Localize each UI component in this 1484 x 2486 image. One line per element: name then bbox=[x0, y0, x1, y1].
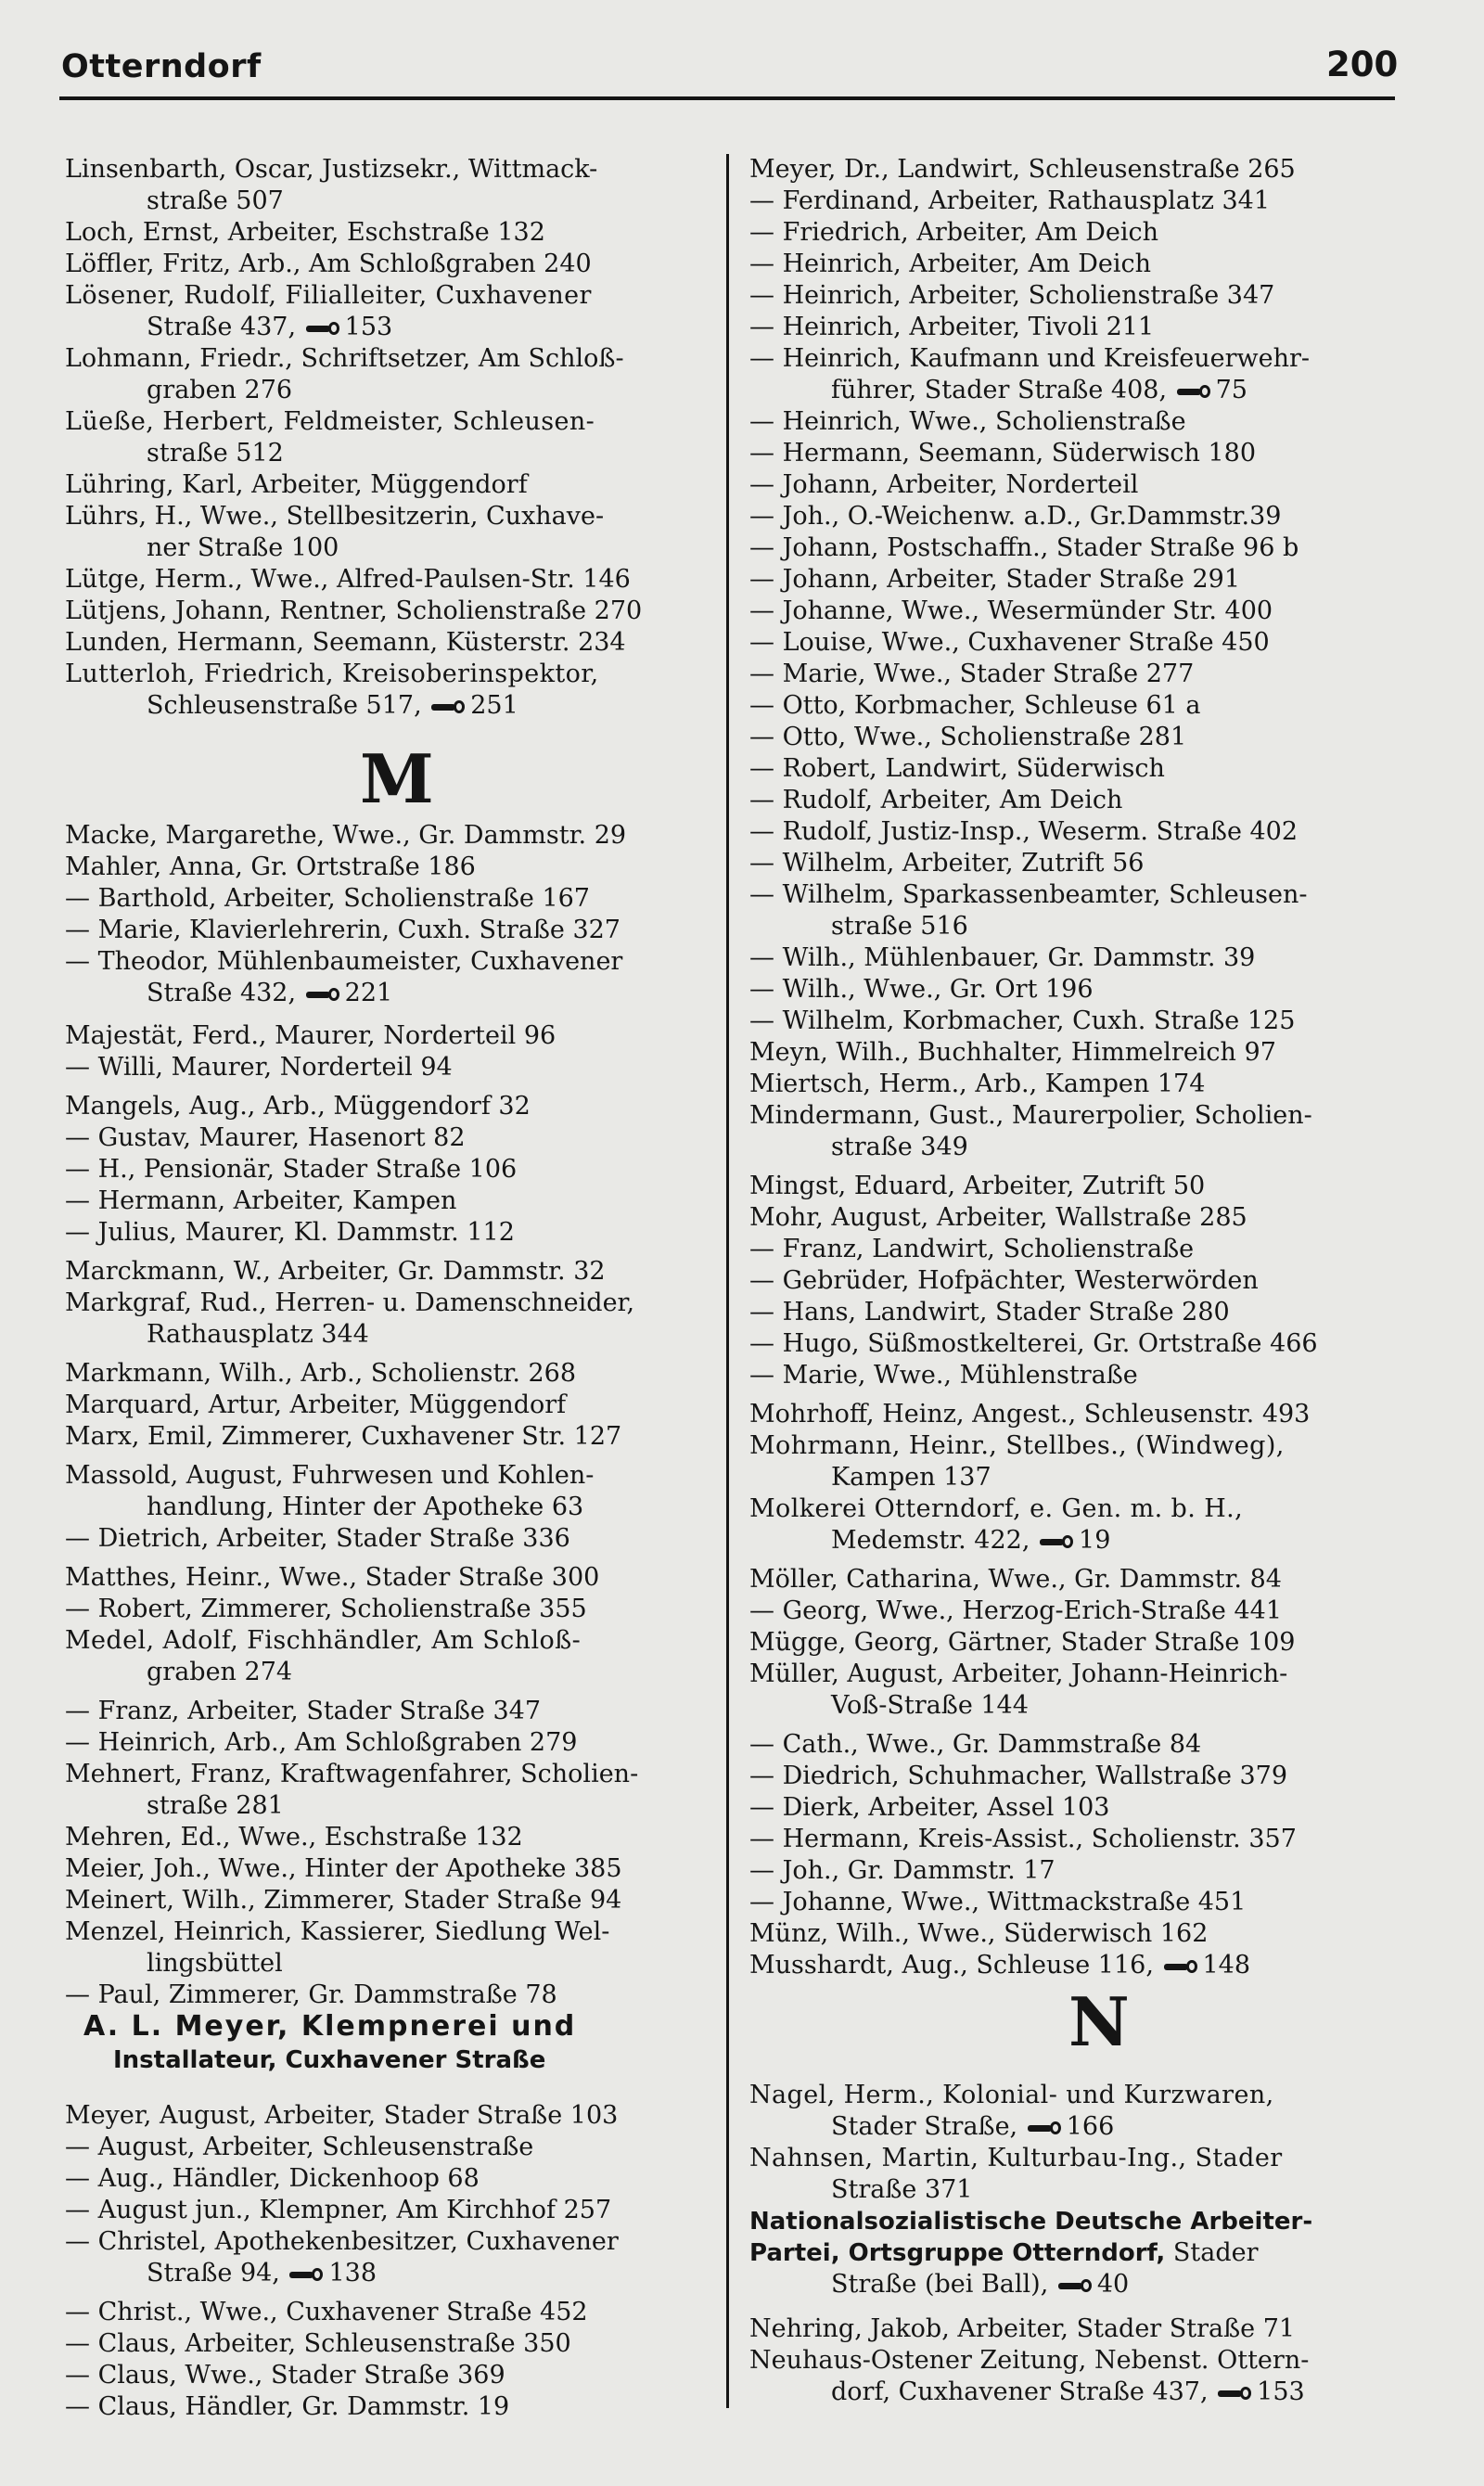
entry-text: Mangels, Aug., Arb., Müggendorf 32 bbox=[65, 1092, 531, 1121]
directory-entry-line bbox=[749, 564, 1240, 596]
entry-text: — Heinrich, Arbeiter, Scholienstraße 347 bbox=[749, 281, 1275, 310]
entry-text: Lutterloh, Friedrich, Kreisoberinspektor, bbox=[65, 660, 599, 688]
directory-entry-line bbox=[749, 1006, 1295, 1037]
entry-text: — August jun., Klempner, Am Kirchhof 257 bbox=[65, 2196, 612, 2224]
entry-text: Menzel, Heinrich, Kassierer, Siedlung Wel- bbox=[65, 1917, 610, 1946]
directory-entry-line bbox=[65, 217, 545, 249]
entry-text: Molkerei Otterndorf, e. Gen. m. b. H., bbox=[749, 1494, 1244, 1523]
entry-text: Meier, Joh., Wwe., Hinter der Apotheke 385 bbox=[65, 1854, 622, 1883]
phone-number: 75 bbox=[1215, 376, 1247, 404]
entry-text: Löffler, Fritz, Arb., Am Schloßgraben 240 bbox=[65, 250, 592, 278]
directory-entry-line bbox=[749, 1855, 1055, 1887]
directory-entry-line bbox=[147, 1790, 284, 1822]
directory-entry-line bbox=[65, 2195, 611, 2226]
entry-text: Massold, August, Fuhrwesen und Kohlen- bbox=[65, 1461, 595, 1490]
entry-text: Mingst, Eduard, Arbeiter, Zutrift 50 bbox=[749, 1172, 1206, 1200]
entry-text: — Hugo, Süßmostkelterei, Gr. Ortstraße 466 bbox=[749, 1329, 1318, 1358]
directory-entry-line bbox=[147, 1948, 283, 1980]
entry-text: — Robert, Landwirt, Süderwisch bbox=[749, 754, 1165, 783]
directory-entry-line bbox=[65, 915, 620, 946]
directory-entry-line bbox=[65, 2100, 618, 2132]
running-header-place: Otterndorf bbox=[61, 48, 262, 85]
directory-entry-line bbox=[65, 2163, 480, 2195]
directory-entry-line bbox=[749, 1328, 1318, 1360]
entry-text: Majestät, Ferd., Maurer, Norderteil 96 bbox=[65, 1021, 556, 1050]
entry-text: — Johanne, Wwe., Wittmackstraße 451 bbox=[749, 1888, 1247, 1916]
entry-text: Kampen 137 bbox=[831, 1463, 991, 1492]
directory-entry-line bbox=[749, 942, 1255, 974]
entry-text: straße 512 bbox=[147, 439, 284, 468]
directory-entry-line bbox=[65, 1625, 581, 1657]
entry-text: Möller, Catharina, Wwe., Gr. Dammstr. 84 bbox=[749, 1565, 1282, 1594]
directory-entry-line bbox=[749, 1069, 1205, 1100]
nsdap-entry-line1: Nationalsozialistische Deutsche Arbeiter- bbox=[749, 2208, 1313, 2236]
nsdap-entry-line3 bbox=[831, 2269, 1129, 2300]
entry-text: — Franz, Landwirt, Scholienstraße bbox=[749, 1235, 1195, 1263]
entry-text: Lüeße, Herbert, Feldmeister, Schleusen- bbox=[65, 407, 595, 436]
entry-text: Mehren, Ed., Wwe., Eschstraße 132 bbox=[65, 1823, 523, 1852]
entry-text: Lunden, Hermann, Seemann, Küsterstr. 234 bbox=[65, 628, 626, 657]
entry-text: — Marie, Wwe., Mühlenstraße bbox=[749, 1361, 1138, 1390]
directory-entry-line bbox=[749, 596, 1273, 627]
entry-text: — Franz, Arbeiter, Stader Straße 347 bbox=[65, 1697, 542, 1725]
telephone-icon bbox=[1040, 1535, 1075, 1548]
entry-text: straße 516 bbox=[831, 912, 968, 941]
directory-entry-line bbox=[749, 2080, 1274, 2111]
directory-entry-line bbox=[65, 1091, 531, 1122]
entry-text: Lühring, Karl, Arbeiter, Müggendorf bbox=[65, 470, 528, 499]
entry-text: — Christ., Wwe., Cuxhavener Straße 452 bbox=[65, 2298, 588, 2326]
entry-text: — Georg, Wwe., Herzog-Erich-Straße 441 bbox=[749, 1596, 1283, 1625]
entry-text: — Claus, Wwe., Stader Straße 369 bbox=[65, 2361, 505, 2390]
directory-entry-line bbox=[749, 1824, 1297, 1855]
entry-text: Mehnert, Franz, Kraftwagenfahrer, Scholien- bbox=[65, 1760, 639, 1788]
directory-entry-line bbox=[749, 785, 1122, 816]
entry-text: — Wilhelm, Arbeiter, Zutrift 56 bbox=[749, 849, 1145, 878]
directory-entry-line bbox=[65, 1460, 594, 1492]
directory-entry-line bbox=[65, 1288, 634, 1319]
entry-text: — Heinrich, Arbeiter, Tivoli 211 bbox=[749, 313, 1155, 341]
entry-text: — Claus, Arbeiter, Schleusenstraße 350 bbox=[65, 2329, 571, 2358]
directory-entry-line bbox=[749, 1887, 1246, 1918]
directory-entry-line bbox=[749, 1792, 1109, 1824]
directory-entry-line bbox=[65, 1256, 606, 1288]
directory-entry-line bbox=[749, 469, 1138, 501]
directory-entry-line bbox=[65, 946, 622, 978]
entry-text: Meyer, August, Arbeiter, Stader Straße 103 bbox=[65, 2101, 619, 2130]
entry-text: — Barthold, Arbeiter, Scholienstraße 167 bbox=[65, 884, 590, 913]
entry-text: Matthes, Heinr., Wwe., Stader Straße 300 bbox=[65, 1563, 600, 1592]
directory-entry-line bbox=[65, 2391, 509, 2423]
entry-text: — Heinrich, Arbeiter, Am Deich bbox=[749, 250, 1152, 278]
section-letter-n: N bbox=[1068, 1982, 1130, 2061]
entry-text: Mahler, Anna, Gr. Ortstraße 186 bbox=[65, 852, 476, 881]
directory-entry-line bbox=[831, 911, 968, 942]
entry-text: Medemstr. 422, bbox=[831, 1526, 1039, 1555]
entry-text: Mindermann, Gust., Maurerpolier, Scholien- bbox=[749, 1101, 1312, 1130]
telephone-icon bbox=[1177, 385, 1212, 398]
phone-number: 153 bbox=[344, 313, 393, 341]
directory-entry-line bbox=[65, 883, 590, 915]
directory-entry-line bbox=[65, 2297, 588, 2328]
directory-entry-line bbox=[749, 690, 1201, 722]
directory-entry-line bbox=[65, 1594, 587, 1625]
entry-text: — Hermann, Seemann, Süderwisch 180 bbox=[749, 439, 1257, 468]
directory-entry-line bbox=[749, 1595, 1282, 1627]
directory-entry-line bbox=[749, 501, 1281, 532]
directory-entry-line bbox=[65, 2132, 533, 2163]
directory-entry-line bbox=[749, 2313, 1295, 2345]
directory-entry-line bbox=[65, 1052, 453, 1083]
directory-entry-line bbox=[65, 1390, 566, 1421]
entry-text: — Theodor, Mühlenbaumeister, Cuxhavener bbox=[65, 947, 623, 976]
entry-text: — Heinrich, Arb., Am Schloßgraben 279 bbox=[65, 1728, 578, 1757]
directory-entry-line bbox=[147, 1319, 369, 1351]
directory-entry-line bbox=[749, 312, 1154, 343]
directory-entry-line bbox=[749, 1265, 1259, 1297]
directory-entry-line bbox=[749, 249, 1151, 280]
advert-meyer-line1: A. L. Meyer, Klempnerei und bbox=[83, 2010, 577, 2043]
entry-text: Markmann, Wilh., Arb., Scholienstr. 268 bbox=[65, 1359, 577, 1388]
entry-text: — Wilh., Wwe., Gr. Ort 196 bbox=[749, 975, 1094, 1004]
directory-entry-line bbox=[749, 1493, 1243, 1525]
directory-entry-line bbox=[65, 1916, 609, 1948]
entry-text: — Julius, Maurer, Kl. Dammstr. 112 bbox=[65, 1218, 515, 1247]
entry-text: Stader Straße, bbox=[831, 2112, 1026, 2141]
entry-text: Macke, Margarethe, Wwe., Gr. Dammstr. 29 bbox=[65, 821, 627, 850]
directory-entry-line bbox=[749, 1100, 1312, 1132]
directory-entry-line bbox=[749, 879, 1307, 911]
directory-entry-line bbox=[65, 1562, 599, 1594]
directory-entry-line bbox=[749, 659, 1194, 690]
entry-text: — Otto, Korbmacher, Schleuse 61 a bbox=[749, 691, 1201, 720]
directory-entry-line bbox=[65, 1980, 557, 2011]
directory-entry-line bbox=[147, 312, 392, 343]
directory-entry-line bbox=[65, 1759, 638, 1790]
directory-entry-line bbox=[147, 978, 392, 1009]
directory-entry-line bbox=[749, 1037, 1276, 1069]
entry-text: Lütjens, Johann, Rentner, Scholienstraße 270 bbox=[65, 596, 643, 625]
directory-entry-line bbox=[749, 532, 1298, 564]
phone-number: 138 bbox=[328, 2259, 377, 2287]
directory-entry-line bbox=[749, 343, 1310, 375]
phone-number: 19 bbox=[1079, 1526, 1111, 1555]
directory-entry-line bbox=[65, 154, 597, 186]
directory-entry-line bbox=[749, 816, 1298, 848]
entry-text: Marckmann, W., Arbeiter, Gr. Dammstr. 32 bbox=[65, 1257, 606, 1286]
entry-text: Marx, Emil, Zimmerer, Cuxhavener Str. 127 bbox=[65, 1422, 622, 1451]
advert-meyer-line2: Installateur, Cuxhavener Straße bbox=[113, 2046, 546, 2074]
directory-entry-line bbox=[147, 438, 284, 469]
entry-text: — Wilhelm, Sparkassenbeamter, Schleusen- bbox=[749, 880, 1308, 909]
entry-text: führer, Stader Straße 408, bbox=[831, 376, 1175, 404]
entry-text: — Johann, Postschaffn., Stader Straße 96 b bbox=[749, 533, 1299, 562]
directory-entry-line bbox=[749, 1659, 1287, 1690]
directory-entry-line bbox=[65, 564, 631, 596]
entry-text: handlung, Hinter der Apotheke 63 bbox=[147, 1493, 584, 1521]
entry-text: — Johann, Arbeiter, Stader Straße 291 bbox=[749, 565, 1241, 594]
entry-text: Neuhaus-Ostener Zeitung, Nebenst. Ottern- bbox=[749, 2346, 1310, 2375]
header-rule bbox=[59, 96, 1395, 100]
entry-text: — Otto, Wwe., Scholienstraße 281 bbox=[749, 723, 1187, 751]
entry-text: Mügge, Georg, Gärtner, Stader Straße 109 bbox=[749, 1628, 1296, 1657]
directory-entry-line bbox=[749, 1202, 1247, 1234]
entry-text: Müller, August, Arbeiter, Johann-Heinrich- bbox=[749, 1659, 1288, 1688]
entry-text: Mohrhoff, Heinz, Angest., Schleusenstr. 493 bbox=[749, 1400, 1311, 1429]
telephone-icon bbox=[1218, 2387, 1253, 2400]
nsdap-entry-line3-text: Straße (bei Ball), bbox=[831, 2270, 1056, 2299]
entry-text: — Rudolf, Justiz-Insp., Weserm. Straße 402 bbox=[749, 817, 1298, 846]
section-letter-m: M bbox=[360, 739, 434, 818]
directory-entry-line bbox=[147, 532, 339, 564]
entry-text: — Cath., Wwe., Gr. Dammstraße 84 bbox=[749, 1730, 1202, 1759]
directory-entry-line bbox=[65, 1185, 456, 1217]
directory-entry-line bbox=[749, 722, 1186, 753]
directory-entry-line bbox=[749, 1918, 1208, 1950]
directory-entry-line bbox=[749, 753, 1165, 785]
directory-entry-line bbox=[65, 1421, 621, 1453]
telephone-icon bbox=[1028, 2121, 1063, 2134]
nsdap-entry-line2-rest: Stader bbox=[1165, 2238, 1259, 2267]
entry-text: Miertsch, Herm., Arb., Kampen 174 bbox=[749, 1070, 1206, 1098]
entry-text: — Ferdinand, Arbeiter, Rathausplatz 341 bbox=[749, 186, 1271, 215]
entry-text: — Johanne, Wwe., Wesermünder Str. 400 bbox=[749, 596, 1273, 625]
entry-text: Mohrmann, Heinr., Stellbes., (Windweg), bbox=[749, 1431, 1285, 1460]
entry-text: — Wilh., Mühlenbauer, Gr. Dammstr. 39 bbox=[749, 943, 1256, 972]
directory-entry-line bbox=[749, 1430, 1285, 1462]
directory-entry-line bbox=[65, 1122, 466, 1154]
entry-text: — Marie, Wwe., Stader Straße 277 bbox=[749, 660, 1195, 688]
entry-text: — Hermann, Kreis-Assist., Scholienstr. 357 bbox=[749, 1825, 1297, 1853]
entry-text: — Johann, Arbeiter, Norderteil bbox=[749, 470, 1139, 499]
entry-text: — Willi, Maurer, Norderteil 94 bbox=[65, 1053, 453, 1082]
directory-entry-line bbox=[65, 1822, 523, 1853]
directory-entry-line bbox=[147, 375, 292, 406]
entry-text: Linsenbarth, Oscar, Justizsekr., Wittmack- bbox=[65, 155, 598, 184]
entry-text: Lösener, Rudolf, Filialleiter, Cuxhavener bbox=[65, 281, 592, 310]
directory-entry-line bbox=[831, 1690, 1029, 1722]
entry-text: straße 349 bbox=[831, 1133, 968, 1161]
directory-entry-line bbox=[65, 627, 626, 659]
entry-text: — Heinrich, Wwe., Scholienstraße bbox=[749, 407, 1186, 436]
entry-text: Lührs, H., Wwe., Stellbesitzerin, Cuxhave- bbox=[65, 502, 605, 531]
entry-text: Loch, Ernst, Arbeiter, Eschstraße 132 bbox=[65, 218, 545, 247]
directory-entry-line bbox=[65, 343, 624, 375]
entry-text: Rathausplatz 344 bbox=[147, 1320, 369, 1349]
directory-entry-line bbox=[749, 1729, 1201, 1761]
entry-text: straße 281 bbox=[147, 1791, 284, 1820]
directory-entry-line bbox=[65, 280, 592, 312]
entry-text: Meinert, Wilh., Zimmerer, Stader Straße 94 bbox=[65, 1886, 622, 1915]
directory-entry-line bbox=[749, 2143, 1283, 2174]
entry-text: Straße 371 bbox=[831, 2175, 973, 2204]
entry-text: — August, Arbeiter, Schleusenstraße bbox=[65, 2133, 534, 2161]
directory-entry-line bbox=[831, 2111, 1114, 2143]
directory-entry-line bbox=[749, 154, 1296, 186]
entry-text: — Dierk, Arbeiter, Assel 103 bbox=[749, 1793, 1110, 1822]
telephone-icon bbox=[289, 2268, 325, 2281]
directory-entry-line bbox=[831, 375, 1247, 406]
directory-entry-line bbox=[749, 1950, 1250, 1981]
directory-entry-line bbox=[749, 1234, 1194, 1265]
directory-entry-line bbox=[749, 1627, 1295, 1659]
directory-entry-line bbox=[147, 2258, 377, 2289]
entry-text: — Friedrich, Arbeiter, Am Deich bbox=[749, 218, 1159, 247]
directory-entry-line bbox=[749, 2345, 1309, 2377]
entry-text: — Dietrich, Arbeiter, Stader Straße 336 bbox=[65, 1524, 570, 1553]
directory-entry-line bbox=[65, 820, 626, 852]
entry-text: — Wilhelm, Korbmacher, Cuxh. Straße 125 bbox=[749, 1006, 1296, 1035]
entry-text: Straße 437, bbox=[147, 313, 304, 341]
directory-entry-line bbox=[749, 438, 1256, 469]
entry-text: — Hans, Landwirt, Stader Straße 280 bbox=[749, 1298, 1230, 1326]
entry-text: Musshardt, Aug., Schleuse 116, bbox=[749, 1951, 1162, 1980]
phone-number: 40 bbox=[1096, 2270, 1130, 2299]
entry-text: Medel, Adolf, Fischhändler, Am Schloß- bbox=[65, 1626, 582, 1655]
directory-entry-line bbox=[147, 1657, 292, 1688]
directory-entry-line bbox=[65, 1885, 621, 1916]
telephone-icon bbox=[1164, 1960, 1199, 1973]
telephone-icon bbox=[306, 988, 341, 1001]
directory-entry-line bbox=[65, 249, 592, 280]
entry-text: Markgraf, Rud., Herren- u. Damenschneider, bbox=[65, 1288, 635, 1317]
directory-entry-line bbox=[831, 1525, 1110, 1557]
phone-number: 148 bbox=[1202, 1951, 1251, 1980]
telephone-icon bbox=[1058, 2279, 1094, 2292]
telephone-icon bbox=[431, 700, 467, 713]
entry-text: — H., Pensionär, Stader Straße 106 bbox=[65, 1155, 518, 1184]
entry-text: — Paul, Zimmerer, Gr. Dammstraße 78 bbox=[65, 1980, 557, 2009]
entry-text: lingsbüttel bbox=[147, 1949, 283, 1978]
entry-text: straße 507 bbox=[147, 186, 284, 215]
entry-text: — Diedrich, Schuhmacher, Wallstraße 379 bbox=[749, 1762, 1288, 1790]
directory-entry-line bbox=[65, 1020, 556, 1052]
entry-text: — Christel, Apothekenbesitzer, Cuxhavener bbox=[65, 2227, 619, 2256]
directory-entry-line bbox=[65, 596, 642, 627]
nsdap-entry-line2 bbox=[749, 2237, 1259, 2269]
directory-entry-line bbox=[749, 1297, 1230, 1328]
directory-entry-line bbox=[749, 217, 1158, 249]
entry-text: Lohmann, Friedr., Schriftsetzer, Am Schloß- bbox=[65, 344, 624, 373]
entry-text: — Heinrich, Kaufmann und Kreisfeuerwehr- bbox=[749, 344, 1311, 373]
directory-entry-line bbox=[749, 848, 1144, 879]
directory-entry-line bbox=[749, 1564, 1282, 1595]
directory-entry-line bbox=[831, 2377, 1305, 2408]
directory-entry-line bbox=[65, 2328, 571, 2360]
entry-text: Meyn, Wilh., Buchhalter, Himmelreich 97 bbox=[749, 1038, 1276, 1067]
directory-entry-line bbox=[65, 1853, 622, 1885]
directory-entry-line bbox=[65, 852, 476, 883]
phone-number: 153 bbox=[1257, 2377, 1305, 2406]
entry-text: ner Straße 100 bbox=[147, 533, 339, 562]
directory-entry-line bbox=[749, 1399, 1310, 1430]
directory-entry-line bbox=[65, 1523, 570, 1555]
directory-entry-line bbox=[831, 1132, 968, 1163]
entry-text: graben 276 bbox=[147, 376, 293, 404]
directory-entry-line bbox=[65, 2360, 505, 2391]
directory-entry-line bbox=[65, 1217, 515, 1249]
phone-number: 251 bbox=[470, 691, 518, 720]
directory-entry-line bbox=[749, 186, 1270, 217]
directory-entry-line bbox=[65, 501, 604, 532]
entry-text: — Marie, Klavierlehrerin, Cuxh. Straße 327 bbox=[65, 916, 620, 944]
directory-entry-line bbox=[65, 1727, 577, 1759]
entry-text: Meyer, Dr., Landwirt, Schleusenstraße 265 bbox=[749, 155, 1296, 184]
directory-entry-line bbox=[65, 1696, 541, 1727]
entry-text: dorf, Cuxhavener Straße 437, bbox=[831, 2377, 1217, 2406]
directory-entry-line bbox=[65, 1154, 517, 1185]
entry-text: graben 274 bbox=[147, 1658, 293, 1686]
entry-text: — Claus, Händler, Gr. Dammstr. 19 bbox=[65, 2392, 510, 2421]
entry-text: — Gustav, Maurer, Hasenort 82 bbox=[65, 1123, 466, 1152]
entry-text: — Joh., O.-Weichenw. a.D., Gr.Dammstr.39 bbox=[749, 502, 1282, 531]
directory-entry-line bbox=[65, 1358, 576, 1390]
entry-text: — Gebrüder, Hofpächter, Westerwörden bbox=[749, 1266, 1259, 1295]
directory-entry-line bbox=[65, 469, 528, 501]
directory-entry-line bbox=[65, 406, 595, 438]
entry-text: Schleusenstraße 517, bbox=[147, 691, 430, 720]
phone-number: 221 bbox=[344, 979, 393, 1007]
directory-entry-line bbox=[749, 1761, 1287, 1792]
directory-entry-line bbox=[65, 659, 599, 690]
entry-text: — Louise, Wwe., Cuxhavener Straße 450 bbox=[749, 628, 1270, 657]
entry-text: — Joh., Gr. Dammstr. 17 bbox=[749, 1856, 1055, 1885]
phone-number: 166 bbox=[1066, 2112, 1115, 2141]
entry-text: Straße 432, bbox=[147, 979, 304, 1007]
directory-entry-line bbox=[749, 406, 1186, 438]
directory-entry-line bbox=[749, 1360, 1138, 1391]
entry-text: Voß-Straße 144 bbox=[831, 1691, 1029, 1720]
column-divider bbox=[726, 154, 729, 2408]
entry-text: — Rudolf, Arbeiter, Am Deich bbox=[749, 786, 1123, 814]
directory-entry-line bbox=[831, 1462, 991, 1493]
entry-text: Mohr, August, Arbeiter, Wallstraße 285 bbox=[749, 1203, 1247, 1232]
directory-entry-line bbox=[147, 690, 518, 722]
entry-text: — Aug., Händler, Dickenhoop 68 bbox=[65, 2164, 480, 2193]
telephone-icon bbox=[306, 322, 341, 335]
entry-text: Lütge, Herm., Wwe., Alfred-Paulsen-Str. 146 bbox=[65, 565, 631, 594]
entry-text: Nahnsen, Martin, Kulturbau-Ing., Stader bbox=[749, 2144, 1283, 2172]
directory-entry-line bbox=[749, 280, 1274, 312]
directory-entry-line bbox=[147, 1492, 583, 1523]
directory-entry-line bbox=[749, 974, 1094, 1006]
entry-text: — Hermann, Arbeiter, Kampen bbox=[65, 1186, 457, 1215]
directory-entry-line bbox=[749, 1171, 1205, 1202]
entry-text: — Robert, Zimmerer, Scholienstraße 355 bbox=[65, 1595, 587, 1623]
entry-text: Marquard, Artur, Arbeiter, Müggendorf bbox=[65, 1390, 567, 1419]
entry-text: Nehring, Jakob, Arbeiter, Stader Straße 71 bbox=[749, 2314, 1296, 2343]
nsdap-entry-line2-bold: Partei, Ortsgruppe Otterndorf, bbox=[749, 2239, 1166, 2267]
directory-entry-line bbox=[831, 2174, 972, 2206]
page-number: 200 bbox=[1326, 45, 1399, 84]
directory-entry-line bbox=[65, 2226, 619, 2258]
entry-text: Straße 94, bbox=[147, 2259, 288, 2287]
directory-entry-line bbox=[147, 186, 284, 217]
directory-entry-line bbox=[749, 627, 1270, 659]
entry-text: Nagel, Herm., Kolonial- und Kurzwaren, bbox=[749, 2081, 1274, 2109]
entry-text: Münz, Wilh., Wwe., Süderwisch 162 bbox=[749, 1919, 1209, 1948]
